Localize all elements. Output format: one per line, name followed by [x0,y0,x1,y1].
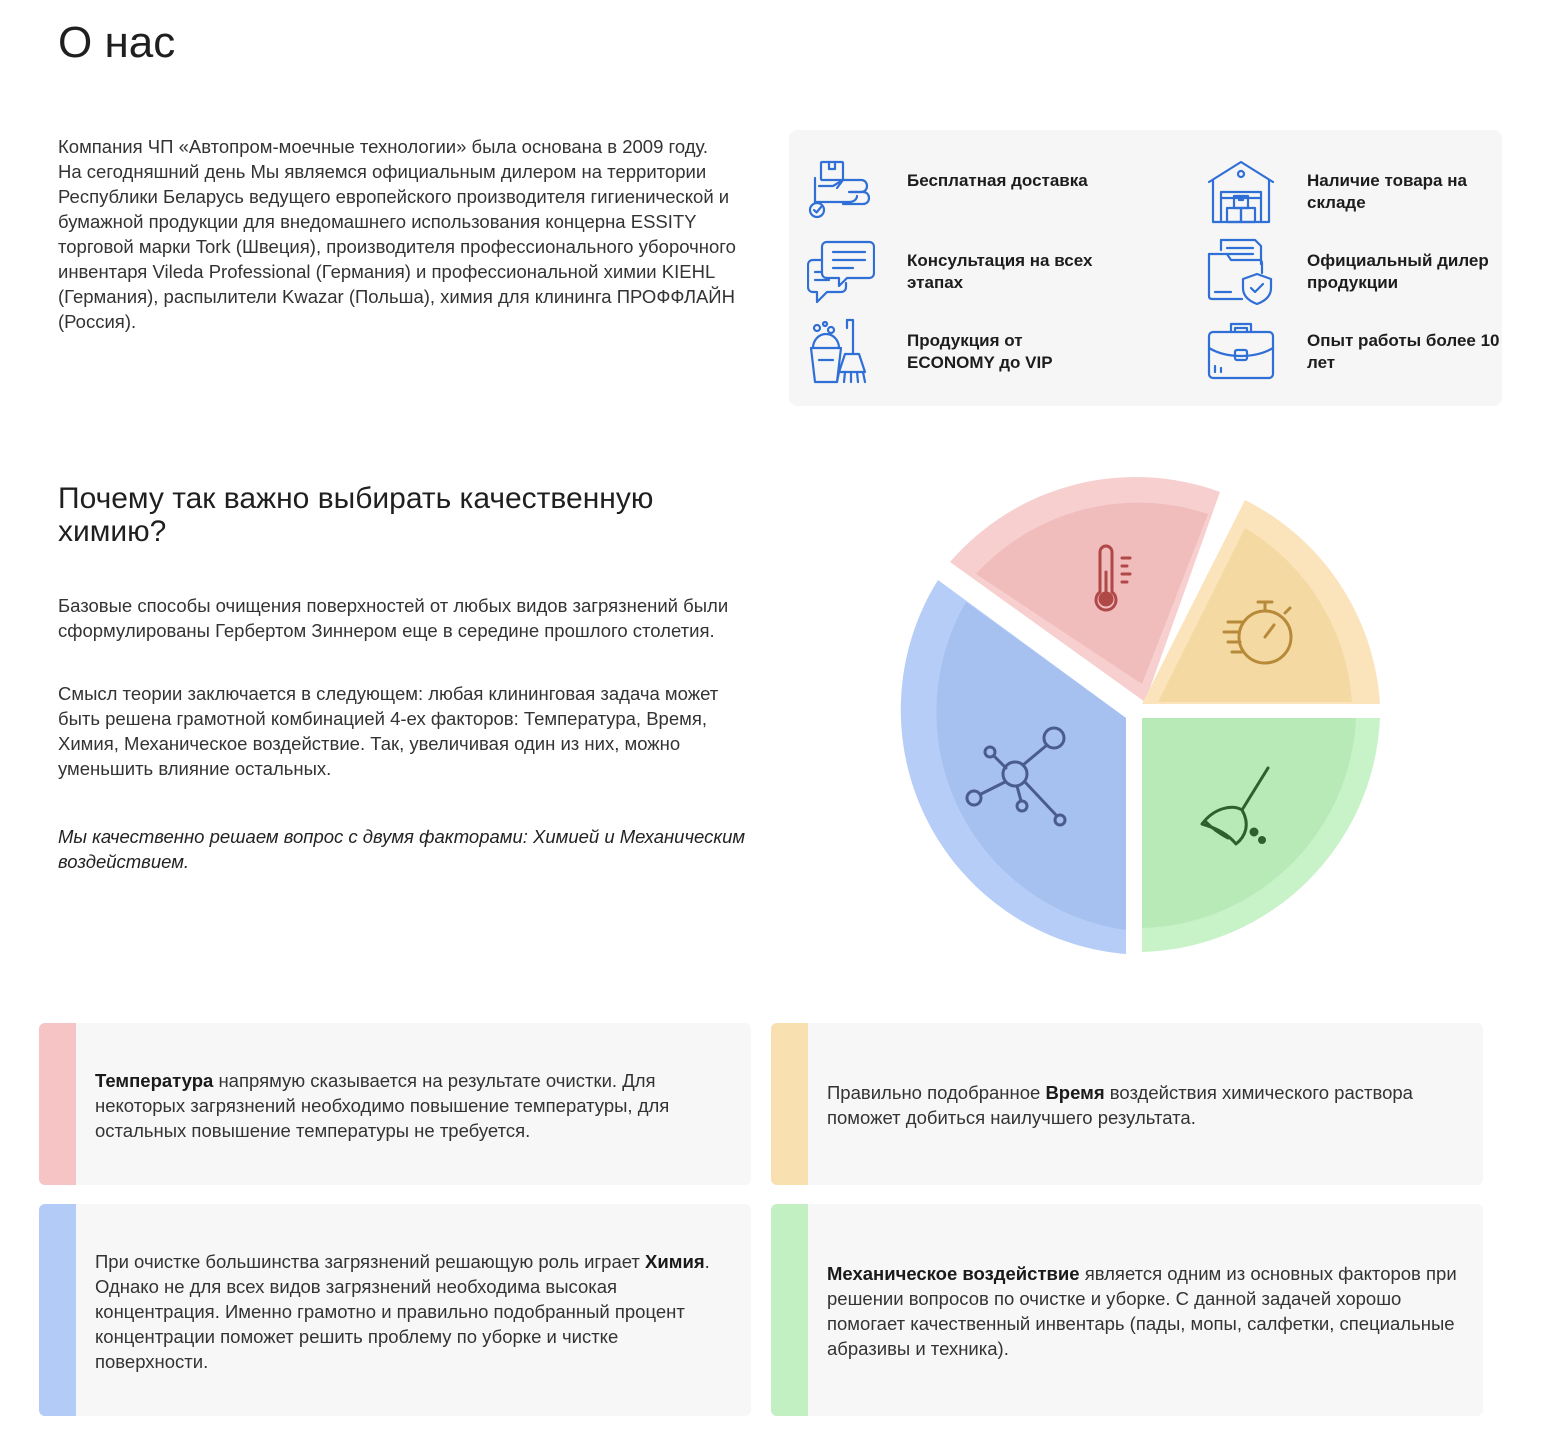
cleaning-supplies-icon [807,318,875,386]
feature-consultation [807,238,1107,308]
sinner-circle [880,462,1390,962]
why-paragraph-theory: Смысл теории заключается в следующем: любая клининговая задача может быть решена грамотной комбинацией 4-ех факторов: Температура, Время, Химия, Механическое воздействие. Так, увеличивая один из них, можно уменьшить влияние остальных. [58,683,719,779]
card-text: Механическое воздействие является одним из основных факторов при решении вопросов по очистке и уборке. С данной задачей хорошо помогает качественный инвентарь (пады, мопы, салфетки, специальные абразивы и техника). [827,1263,1457,1359]
features-panel [789,130,1502,406]
why-emphasis: Мы качественно решаем вопрос с двумя факторами: Химией и Механическим воздействием. [58,826,746,872]
card-text: При очистке большинства загрязнений решающую роль играет Химия. Однако не для всех видов загрязнений необходима высокая концентрация. Именно грамотно и правильно подобранный процент концентрации поможет решить проблему по уборке и чистке поверхности. [95,1251,710,1372]
page-title: О нас [58,18,176,67]
card-accent-bar [771,1204,808,1416]
feature-experience [1207,318,1507,388]
feature-economy-to-vip [807,318,1107,388]
warehouse-icon [1207,158,1275,226]
dealer-certificate-icon [1207,238,1275,306]
about-text [58,134,758,334]
card-text: Правильно подобранное Время воздействия химического раствора поможет добиться наилучшего результата. [827,1082,1413,1128]
card-mechanical [771,1204,1483,1416]
feature-free-delivery [807,158,1107,228]
why-heading: Почему так важно выбирать качественную химию? [58,482,654,548]
feature-in-stock [1207,158,1507,228]
feature-label: Бесплатная доставка [907,171,1088,190]
why-paragraph-history: Базовые способы очищения поверхностей от любых видов загрязнений были сформулированы Гербертом Зиннером еще в середине прошлого столетия. [58,595,729,641]
about-paragraph-founded: Компания ЧП «Автопром-моечные технологии» была основана в 2009 году. [58,136,709,157]
feature-label: Официальный дилер продукции [1307,251,1489,292]
about-paragraph-dealer: На сегодняшний день Мы являемся официальным дилером на территории Республики Беларусь ведущего европейского производителя гигиенической и бумажной продукции для внедомашнего использования концерна ESSITY торговой марки Tork (Швеция), производителя профессионального уборочного инвентаря Vileda Professional (Германия) и профессиональной химии KIEHL (Германия), распылители Kwazar (Польша), химия для клининга ПРОФФЛАЙН (Россия). [58,161,736,332]
card-keyword: Механическое воздействие [827,1263,1080,1284]
feature-official-dealer [1207,238,1507,308]
card-keyword: Температура [95,1070,214,1091]
delivery-icon [807,158,875,226]
card-accent-bar [39,1204,76,1416]
feature-label: Продукция от ECONOMY до VIP [907,331,1053,372]
feature-label: Опыт работы более 10 лет [1307,331,1500,372]
feature-label: Консультация на всех этапах [907,251,1093,292]
segment-mechanical [1142,718,1380,952]
consultation-icon [807,238,875,306]
card-keyword: Химия [645,1251,705,1272]
card-text: Температура напрямую сказывается на результате очистки. Для некоторых загрязнений необходимо повышение температуры, для остальных повышение температуры не требуется. [95,1070,670,1141]
card-accent-bar [39,1023,76,1185]
feature-label: Наличие товара на складе [1307,171,1467,212]
briefcase-icon [1207,318,1275,386]
card-keyword: Время [1045,1082,1105,1103]
card-accent-bar [771,1023,808,1185]
card-chemistry [39,1204,751,1416]
card-time [771,1023,1483,1185]
card-temperature [39,1023,751,1185]
